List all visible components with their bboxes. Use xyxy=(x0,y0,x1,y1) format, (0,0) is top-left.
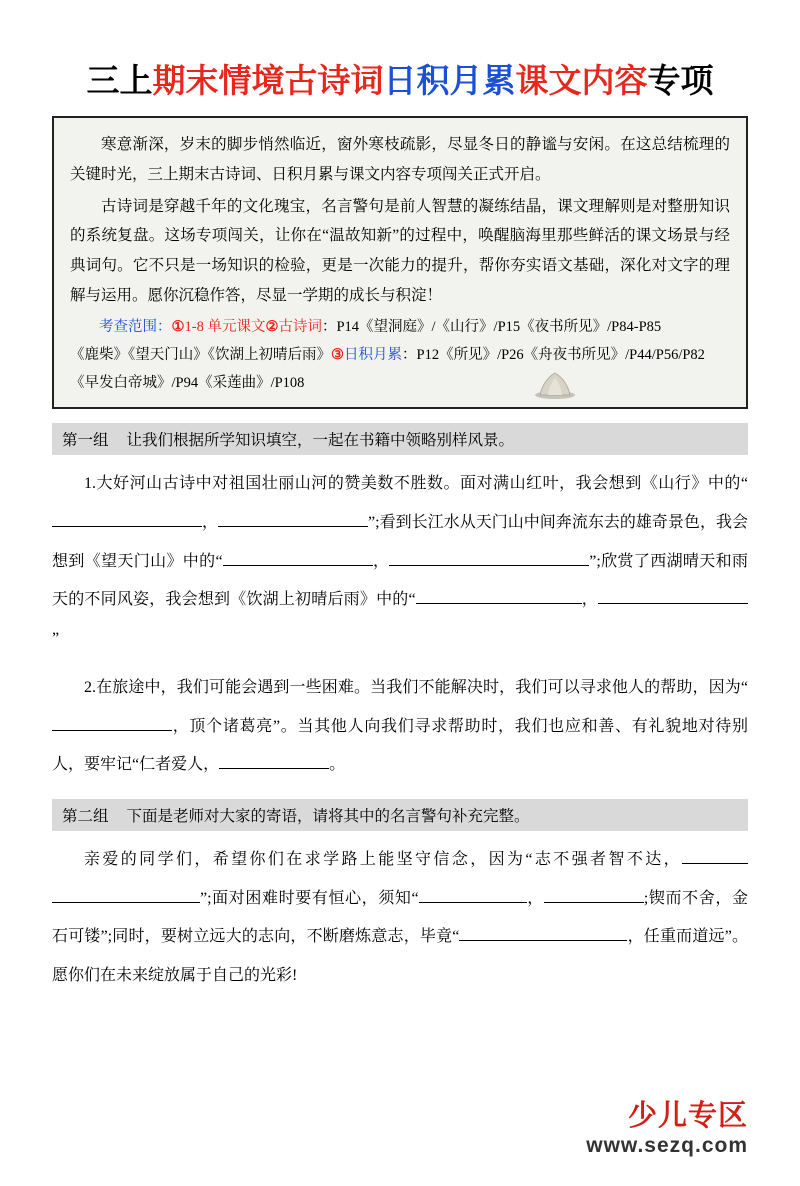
title-part-accumulation: 日积月累 xyxy=(383,62,516,99)
site-url: www.sezq.com xyxy=(586,1134,748,1158)
question-1-segment-1: 大好河山古诗中对祖国壮丽山河的赞美数不胜数。面对满山红叶，我会想到《山行》中的“ xyxy=(96,475,748,493)
blank-input[interactable] xyxy=(598,585,748,604)
group-header-1 xyxy=(52,423,748,455)
question-1-segment-6: ， xyxy=(581,591,598,609)
group-label-1: 第一组 xyxy=(62,432,109,450)
blank-input[interactable] xyxy=(223,546,373,565)
blank-input[interactable] xyxy=(459,922,627,941)
question-1-segment-4: ， xyxy=(372,552,390,570)
question-2 xyxy=(52,669,748,785)
group-header-2 xyxy=(52,799,748,831)
question-2-number: 2. xyxy=(84,678,96,696)
question-1 xyxy=(52,465,748,659)
title-part-poetry: 期末情境古诗词 xyxy=(152,62,384,99)
question-1-segment-7: ” xyxy=(52,630,60,648)
scope-pages-1: ：P14《望洞庭》/《山行》/P15《夜书所见》/P84-P85 xyxy=(321,318,662,335)
question-1-segment-2: ， xyxy=(202,514,219,532)
worksheet-page xyxy=(0,55,800,1186)
scope-number-1: ① xyxy=(171,318,185,335)
question-3-segment-1: 亲爱的同学们，希望你们在求学路上能坚守信念，因为“志不强者智不达， xyxy=(84,851,682,869)
intro-box xyxy=(52,116,748,409)
question-3-segment-2: ”;面对困难时要有恒心，须知“ xyxy=(200,889,419,907)
scope-pages-2: 《鹿柴》《望天门山》《饮湖上初晴后雨》 xyxy=(70,346,331,363)
question-3-segment-3: ， xyxy=(526,889,544,907)
blank-input[interactable] xyxy=(419,883,527,902)
decorative-stamp-icon xyxy=(532,367,578,401)
question-3-segment-4: ;锲而不舍，金石可镂”;同时，要树立远大的志向，不断磨炼意志，毕竟“ xyxy=(52,889,748,946)
site-watermark xyxy=(586,1100,748,1158)
blank-input[interactable] xyxy=(219,750,329,769)
site-brand: 少儿专区 xyxy=(627,1100,748,1133)
intro-paragraph-2: 古诗词是穿越千年的文化瑰宝，名言警句是前人智慧的凝练结晶，课文理解则是对整册知识的系统复盘。这场专项闯关，让你在“温故知新”的过程中，唤醒脑海里那些鲜活的课文场景与经典词句。它不只是一场知识的检验，更是一次能力的提升，帮你夯实语文基础，深化对文字的理解与运用。愿你沉稳作答，尽显一学期的成长与积淀！ xyxy=(70,197,730,304)
question-3-segment-5: ，任重而道远”。愿你们在未来绽放属于自己的光彩! xyxy=(52,928,748,985)
question-2-segment-1: 在旅途中，我们可能会遇到一些困难。当我们不能解决时，我们可以寻求他人的帮助，因为“ xyxy=(96,678,748,696)
title-part-grade: 三上 xyxy=(86,62,153,99)
blank-input[interactable] xyxy=(499,546,589,565)
scope-pages-4: 《早发白帝城》/P94《采莲曲》/P108 xyxy=(70,375,305,392)
question-2-segment-3: 。 xyxy=(329,756,346,774)
group-instruction-2: 下面是老师对大家的寄语，请将其中的名言警句补充完整。 xyxy=(126,808,530,826)
scope-section xyxy=(70,313,730,398)
title-part-text: 课文内容 xyxy=(515,62,648,99)
blank-input[interactable] xyxy=(52,711,172,730)
question-2-segment-2: ，顶个诸葛亮”。当其他人向我们寻求帮助时，我们也应和善、有礼貌地对待别人，要牢记“仁者爱人， xyxy=(52,717,748,774)
scope-label: 考查范围： xyxy=(99,318,172,335)
scope-item-1: 1-8 单元课文 xyxy=(184,318,266,335)
blank-input[interactable] xyxy=(682,845,748,864)
question-1-number: 1. xyxy=(84,475,96,493)
title-part-special: 专项 xyxy=(647,62,714,99)
group-label-2: 第二组 xyxy=(62,808,109,826)
question-1-segment-5: ”;欣赏了西湖晴天和雨天的不同风姿，我会想到《饮湖上初晴后雨》中的“ xyxy=(52,552,748,609)
blank-input[interactable] xyxy=(434,585,582,604)
page-title xyxy=(52,55,748,102)
scope-pages-3: ：P12《所见》/P26《舟夜书所见》/P44/P56/P82 xyxy=(402,346,705,363)
blank-input[interactable] xyxy=(544,883,644,902)
blank-input[interactable] xyxy=(218,508,368,527)
intro-paragraph-1: 寒意渐深，岁末的脚步悄然临近，窗外寒枝疏影，尽显冬日的静谧与安闲。在这总结梳理的关键时光，三上期末古诗词、日积月累与课文内容专项闯关正式开启。 xyxy=(70,136,730,183)
question-1-segment-3: ”;看到长江水从天门山中间奔流东去的雄奇景色，我会想到《望天门山》中的“ xyxy=(52,514,748,570)
scope-number-3: ③ xyxy=(331,346,344,363)
scope-item-2: 古诗词 xyxy=(278,318,322,335)
group-instruction-1: 让我们根据所学知识填空，一起在书籍中领略别样风景。 xyxy=(126,432,515,450)
question-3 xyxy=(52,841,748,996)
scope-item-3: 日积月累 xyxy=(344,346,402,363)
blank-input[interactable] xyxy=(52,508,202,527)
blank-input[interactable] xyxy=(389,546,499,565)
scope-number-2: ② xyxy=(265,318,279,335)
blank-input[interactable] xyxy=(52,883,200,902)
blank-input[interactable] xyxy=(416,585,434,604)
